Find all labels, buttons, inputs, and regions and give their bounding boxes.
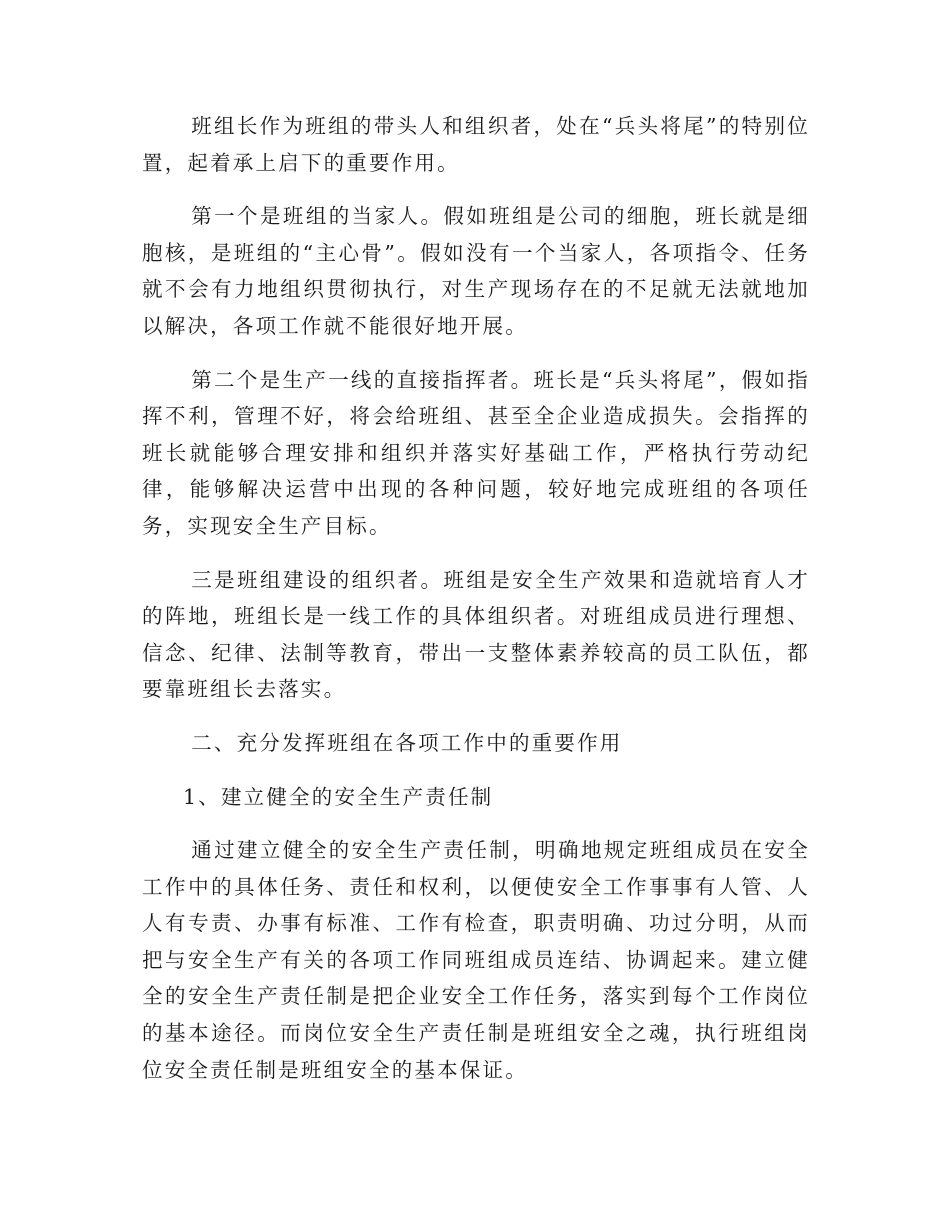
document-body bbox=[142, 108, 810, 1105]
section-heading: 二、充分发挥班组在各项工作中的重要作用 bbox=[191, 730, 623, 755]
paragraph-safety-responsibility: 通过建立健全的安全生产责任制，明确地规定班组成员在安全工作中的具体任务、责任和权利，以便使安全工作事事有人管、人人有专责、办事有标准、工作有检查，职责明确、功过分明，从而把与安全生产有关的各项工作同班组成员连结、协调起来。建立健全的安全生产责任制是把企业安全工作任务，落实到每个工作岗位的基本途径。而岗位安全生产责任制是班组安全之魂，执行班组岗位安全责任制是班组安全的基本保证。 bbox=[142, 838, 810, 1082]
paragraph-direct-commander: 第二个是生产一线的直接指挥者。班长是“兵头将尾”，假如指挥不利，管理不好，将会给班组、甚至全企业造成损失。会指挥的班长就能够合理安排和组织并落实好基础工作，严格执行劳动纪律，能够解决运营中出现的各种问题，较好地完成班组的各项任务，实现安全生产目标。 bbox=[142, 367, 810, 538]
paragraph-head-of-household: 第一个是班组的当家人。假如班组是公司的细胞，班长就是细胞核，是班组的“主心骨”。假如没有一个当家人，各项指令、任务就不会有力地组织贯彻执行，对生产现场存在的不足就无法就地加以解决，各项工作就不能很好地开展。 bbox=[142, 204, 810, 338]
paragraph-team-leader-role: 班组长作为班组的带头人和组织者，处在“兵头将尾”的特别位置，起着承上启下的重要作用。 bbox=[142, 114, 810, 175]
paragraph-organizer: 三是班组建设的组织者。班组是安全生产效果和造就培育人才的阵地，班组长是一线工作的具体组织者。对班组成员进行理想、信念、纪律、法制等教育，带出一支整体素养较高的员工队伍，都要靠班组长去落实。 bbox=[142, 567, 810, 702]
subsection-heading: 1、建立健全的安全生产责任制 bbox=[183, 784, 494, 809]
